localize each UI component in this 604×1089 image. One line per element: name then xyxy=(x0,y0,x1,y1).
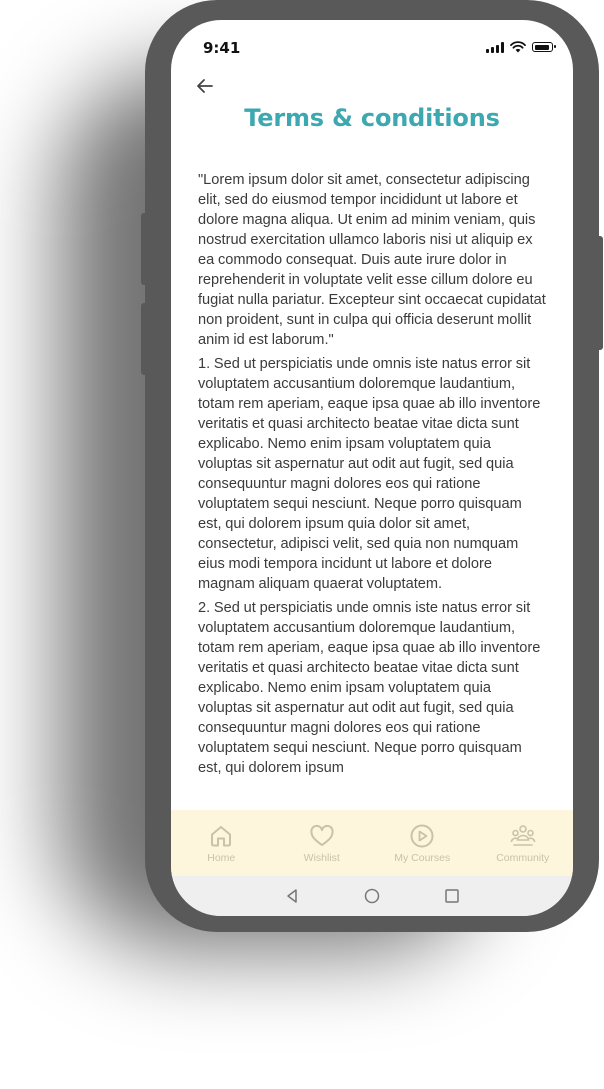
recents-square-icon[interactable] xyxy=(443,887,461,905)
status-bar xyxy=(171,20,573,72)
play-circle-icon xyxy=(408,822,436,850)
tab-home[interactable] xyxy=(176,822,266,864)
tab-community[interactable] xyxy=(478,822,568,864)
system-nav-bar xyxy=(171,876,573,916)
status-time: 9:41 xyxy=(203,39,241,57)
tab-my-courses[interactable] xyxy=(377,822,467,864)
signal-icon xyxy=(486,42,504,53)
back-triangle-icon[interactable] xyxy=(283,887,301,905)
back-button[interactable] xyxy=(193,74,217,98)
terms-paragraph: 2. Sed ut perspiciatis unde omnis iste natus error sit voluptatem accusantium doloremque laudantium, totam rem aperiam, eaque ipsa quae ab illo inventore veritatis et quasi architecto beatae vitae dicta sunt explicabo. Nemo enim ipsam voluptatem quia voluptas sit aspernatur aut odit aut fugit, sed quia consequuntur magni dolores eos qui ratione voluptatem sequi nesciunt. Neque porro quisquam est, qui dolorem ipsum xyxy=(198,600,541,776)
tab-label: My Courses xyxy=(394,852,451,864)
wifi-icon xyxy=(510,41,526,53)
arrow-left-icon xyxy=(193,74,217,98)
heart-icon xyxy=(308,822,336,850)
terms-paragraph: "Lorem ipsum dolor sit amet, consectetur adipiscing elit, sed do eiusmod tempor incididunt ut labore et dolore magna aliqua. Ut enim ad minim veniam, quis nostrud exercitation ullamco laboris nisi ut aliquip ex ea commodo consequat. Duis aute irure dolor in reprehenderit in voluptate velit esse cillum dolore eu fugiat nulla pariatur. Excepteur sint occaecat cupidatat non proident, sunt in culpa qui officia deserunt mollit anim id est laborum." xyxy=(198,172,546,348)
phone-screen xyxy=(171,20,573,916)
community-icon xyxy=(509,822,537,850)
home-circle-icon[interactable] xyxy=(363,887,381,905)
page-title: Terms & conditions xyxy=(244,104,500,132)
tab-wishlist[interactable] xyxy=(277,822,367,864)
bottom-tab-bar xyxy=(171,810,573,876)
tab-label: Community xyxy=(496,852,550,864)
battery-icon xyxy=(532,42,553,52)
home-icon xyxy=(207,822,235,850)
tab-label: Home xyxy=(207,852,236,864)
tab-label: Wishlist xyxy=(303,852,340,864)
terms-paragraph: 1. Sed ut perspiciatis unde omnis iste natus error sit voluptatem accusantium doloremque laudantium, totam rem aperiam, eaque ipsa quae ab illo inventore veritatis et quasi architecto beatae vitae dicta sunt explicabo. Nemo enim ipsam voluptatem quia voluptas sit aspernatur aut odit aut fugit, sed quia consequuntur magni dolores eos qui ratione voluptatem sequi nesciunt. Neque porro quisquam est, qui dolorem ipsum quia dolor sit amet, consectetur, adipisci velit, sed quia non numquam eius modi tempora incidunt ut labore et dolore magnam aliquam quaerat voluptatem. xyxy=(198,356,541,592)
status-icons xyxy=(486,41,553,53)
terms-content[interactable] xyxy=(198,170,548,782)
